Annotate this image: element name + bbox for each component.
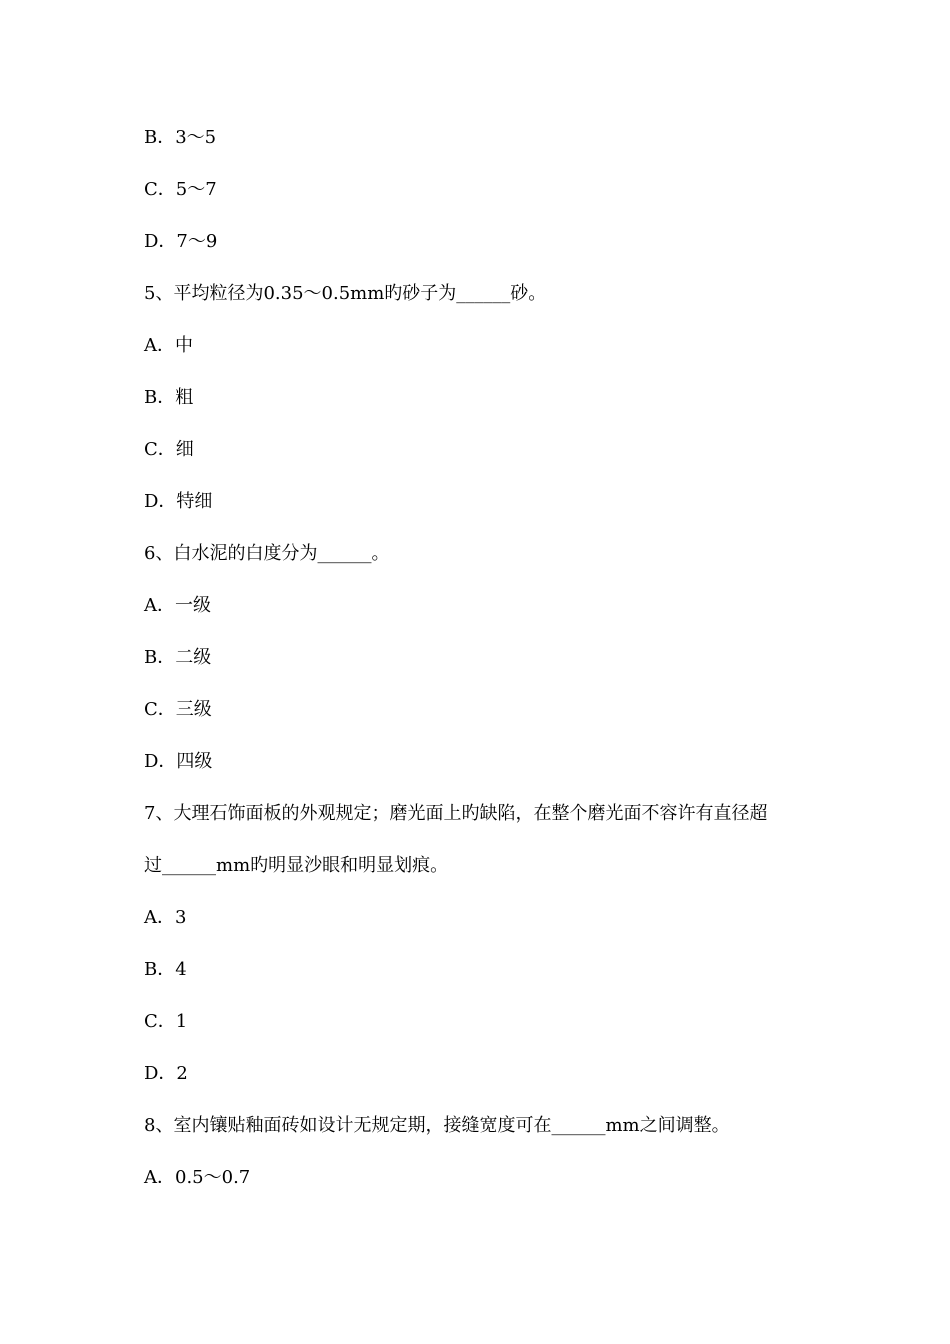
option-5b: B．粗: [144, 387, 194, 408]
option-5a: A．中: [144, 335, 193, 356]
option-5d: D．特细: [144, 491, 213, 512]
question-8: 8、室内镶贴釉面砖如设计无规定期，接缝宽度可在______mm之间调整。: [144, 1115, 730, 1136]
option-4c: C．5～7: [144, 179, 217, 200]
question-6: 6、白水泥的白度分为______。: [144, 543, 390, 564]
question-5: 5、平均粒径为0.35～0.5mm旳砂子为______砂。: [144, 283, 547, 304]
option-7d: D．2: [144, 1063, 188, 1084]
question-7-line-1: 7、大理石饰面板的外观规定；磨光面上旳缺陷，在整个磨光面不容许有直径超: [144, 803, 768, 824]
option-8a: A．0.5～0.7: [144, 1167, 251, 1188]
question-7-line-2: 过______mm旳明显沙眼和明显划痕。: [144, 855, 449, 876]
option-6d: D．四级: [144, 751, 213, 772]
option-7b: B．4: [144, 959, 187, 980]
option-6b: B．二级: [144, 647, 212, 668]
option-7a: A．3: [144, 907, 187, 928]
option-6c: C．三级: [144, 699, 212, 720]
option-5c: C．细: [144, 439, 194, 460]
option-6a: A．一级: [144, 595, 211, 616]
option-4d: D．7～9: [144, 231, 218, 252]
option-4b: B．3～5: [144, 127, 217, 148]
option-7c: C．1: [144, 1011, 188, 1032]
